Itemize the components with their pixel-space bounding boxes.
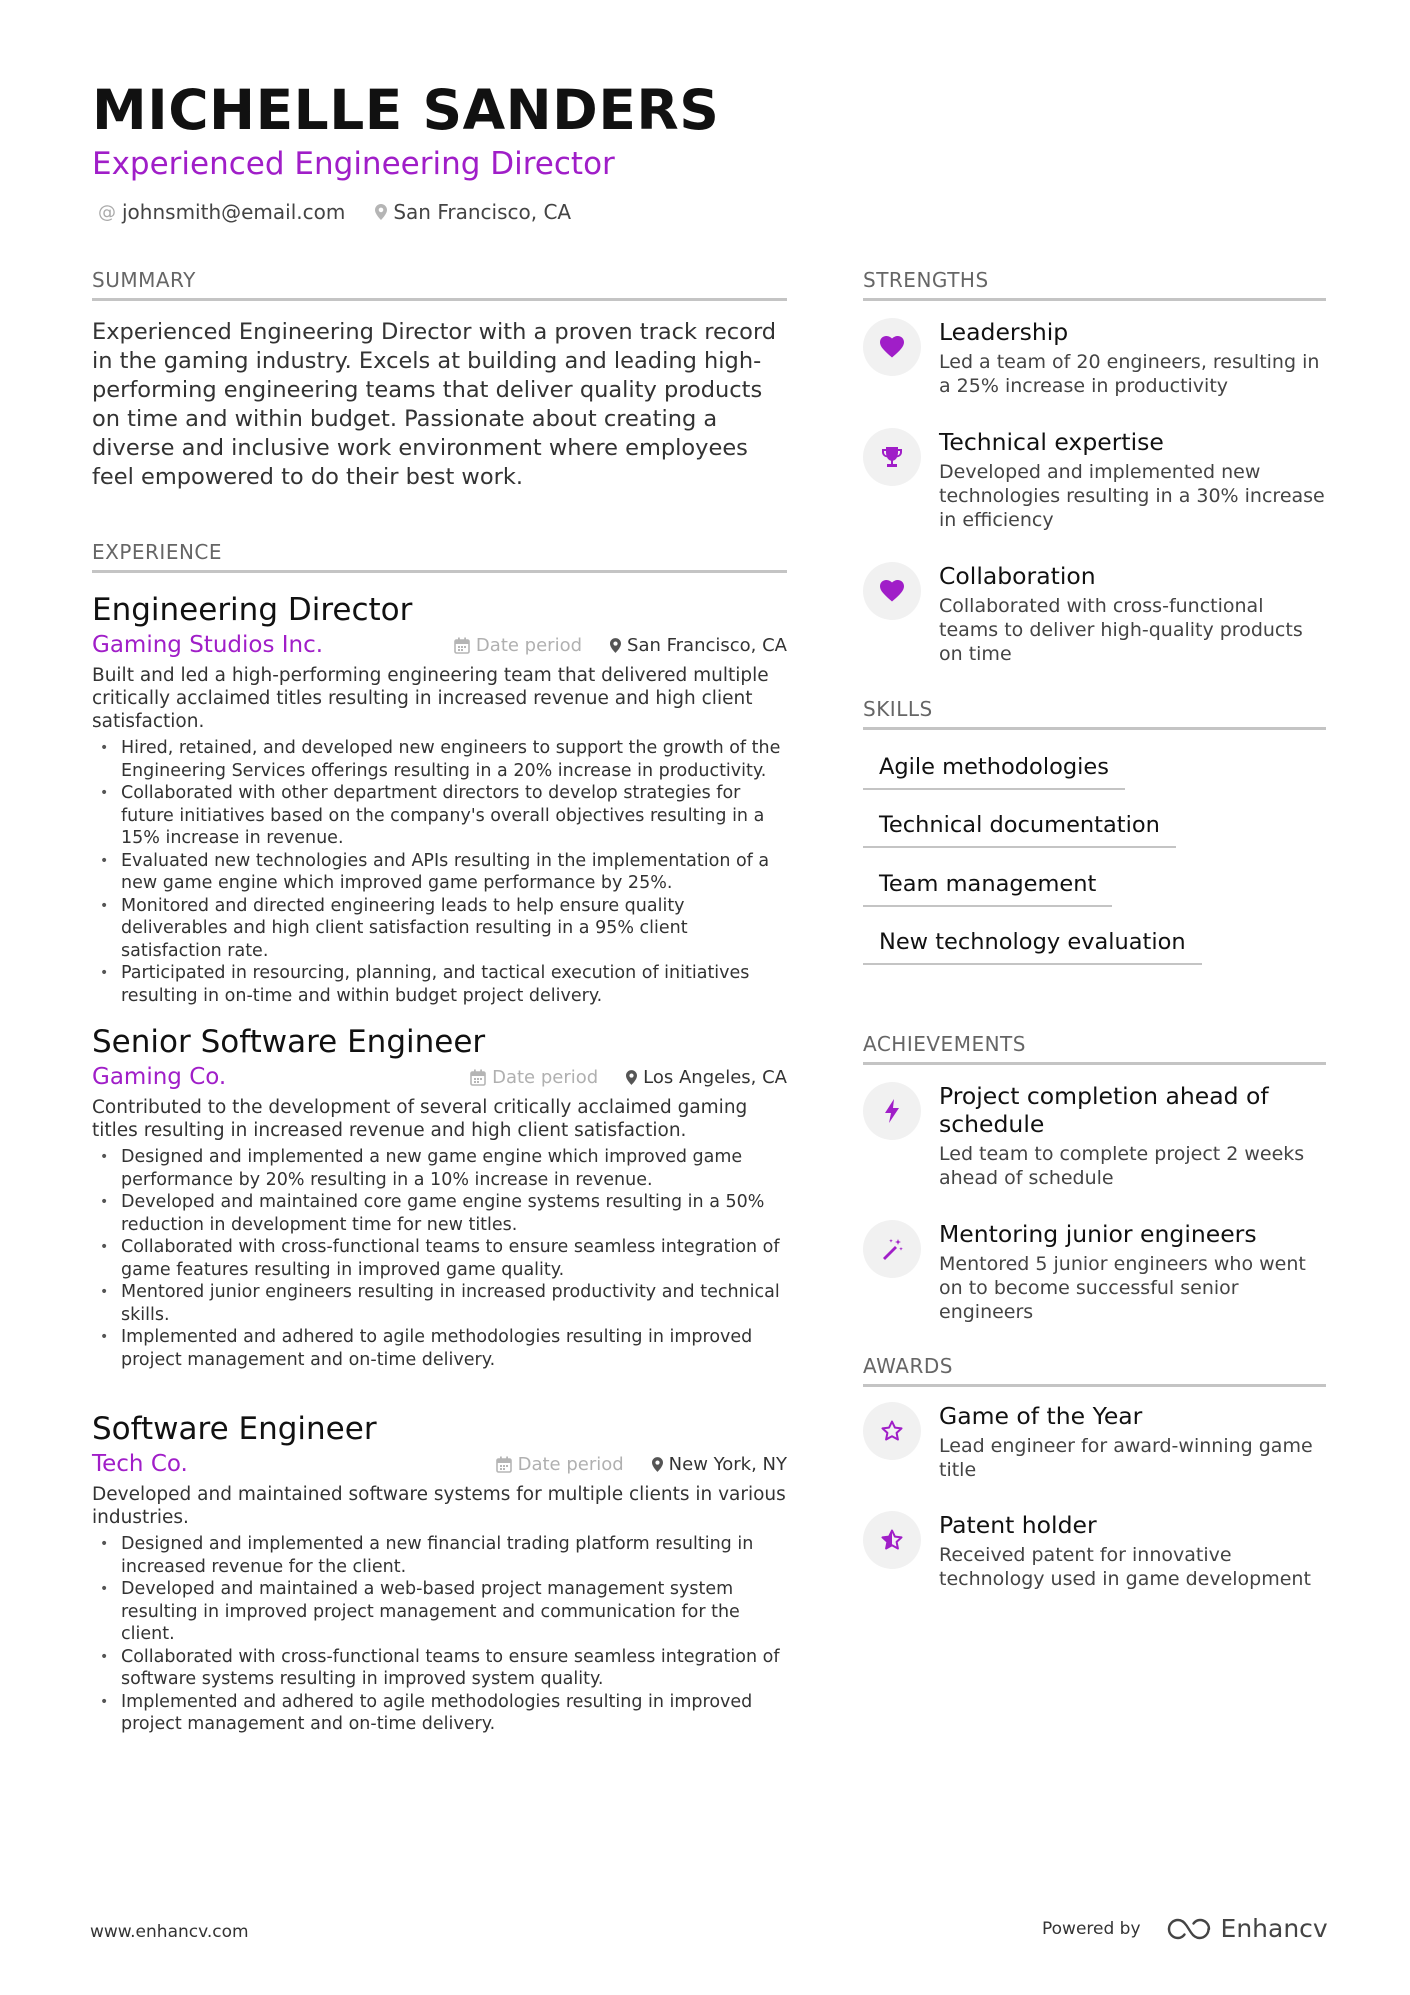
section-header-experience: EXPERIENCE: [92, 540, 787, 573]
job-description: Built and led a high-performing engineering team that delivered multiple critically acclaimed titles resulting in increased revenue and high client satisfaction.: [92, 665, 769, 732]
award-title: Patent holder: [939, 1511, 1097, 1539]
at-icon: @: [98, 201, 116, 223]
heart-icon: [863, 562, 921, 620]
section-header-summary: SUMMARY: [92, 268, 787, 301]
contact-row: [98, 200, 571, 224]
map-pin-icon: [375, 204, 387, 220]
job-bullet: • Collaborated with cross-functional teams to ensure seamless integration of game features resulting in improved game quality.: [92, 1236, 787, 1281]
map-pin-icon: [610, 638, 621, 653]
section-header-strengths: STRENGTHS: [863, 268, 1326, 301]
achievement-title: Mentoring junior engineers: [939, 1220, 1257, 1248]
award-item: [863, 1402, 1326, 1482]
job-date-text: Date period: [475, 634, 583, 656]
job-bullet: • Hired, retained, and developed new engineers to support the growth of the Engineering Services offerings resulting in a 20% increase in productivity.: [92, 737, 787, 782]
job-company: Gaming Studios Inc.: [92, 632, 324, 658]
enhancv-logo[interactable]: [1167, 1914, 1328, 1943]
job-bullet: • Mentored junior engineers resulting in increased productivity and technical skills.: [92, 1281, 787, 1326]
section-header-achievements: ACHIEVEMENTS: [863, 1032, 1326, 1065]
job-date-text: Date period: [517, 1453, 624, 1475]
job-location: [610, 635, 787, 656]
map-pin-icon: [652, 1457, 663, 1472]
job-location: [626, 1067, 787, 1088]
heart-icon: [863, 318, 921, 376]
calendar-icon: [454, 637, 470, 654]
achievement-item: [863, 1220, 1326, 1324]
strength-title: Leadership: [939, 318, 1069, 346]
job-bullet: • Designed and implemented a new game engine which improved game performance by 20% resulting in a 10% increase in revenue.: [92, 1146, 787, 1191]
strength-title: Technical expertise: [939, 428, 1164, 456]
strength-desc: Collaborated with cross-functional teams to deliver high-quality products on time: [939, 595, 1303, 665]
calendar-icon: [496, 1456, 512, 1473]
star-half-icon: [863, 1511, 921, 1569]
job-bullet: • Collaborated with other department directors to develop strategies for future initiatives based on the company's overall objectives resulting in a 15% increase in revenue.: [92, 782, 787, 850]
map-pin-icon: [626, 1070, 637, 1085]
job-bullets: [92, 1533, 787, 1736]
award-title: Game of the Year: [939, 1402, 1143, 1430]
achievement-title: Project completion ahead of schedule: [939, 1082, 1269, 1138]
job-title: Senior Software Engineer: [92, 1024, 486, 1060]
achievement-item: [863, 1082, 1326, 1190]
skill-tag: New technology evaluation: [863, 929, 1202, 965]
job-date: [470, 1067, 598, 1088]
job-bullet: • Designed and implemented a new financial trading platform resulting in increased revenue for the client.: [92, 1533, 787, 1578]
job-description: Developed and maintained software systems for multiple clients in various industries.: [92, 1484, 786, 1528]
strength-title: Collaboration: [939, 562, 1096, 590]
lightning-icon: [863, 1082, 921, 1140]
job-title: Software Engineer: [92, 1411, 377, 1447]
skill-tag: Team management: [863, 871, 1112, 907]
award-item: [863, 1511, 1326, 1591]
job-bullet: • Evaluated new technologies and APIs resulting in the implementation of a new game engine which improved game performance by 25%.: [92, 850, 787, 895]
email-text: johnsmith@email.com: [122, 200, 346, 224]
enhancv-logo-icon: [1167, 1918, 1211, 1940]
skill-tag: Technical documentation: [863, 812, 1176, 848]
award-desc: Lead engineer for award-winning game title: [939, 1435, 1313, 1481]
contact-location: [375, 200, 571, 224]
job-location-text: New York, NY: [668, 1453, 787, 1475]
job-bullet: • Developed and maintained core game engine systems resulting in a 50% reduction in development time for new titles.: [92, 1191, 787, 1236]
strength-desc: Developed and implemented new technologies resulting in a 30% increase in efficiency: [939, 461, 1325, 531]
job-bullet: • Monitored and directed engineering leads to help ensure quality deliverables and high client satisfaction resulting in a 95% client satisfaction rate.: [92, 895, 787, 963]
job-entry: [92, 1022, 787, 1371]
job-bullets: [92, 737, 787, 1007]
job-bullet: • Collaborated with cross-functional teams to ensure seamless integration of software systems resulting in improved system quality.: [92, 1646, 787, 1691]
achievement-desc: Led team to complete project 2 weeks ahead of schedule: [939, 1143, 1305, 1189]
job-date-text: Date period: [492, 1066, 599, 1088]
section-header-awards: AWARDS: [863, 1354, 1326, 1387]
job-location-text: San Francisco, CA: [627, 634, 787, 656]
footer-branding: [1042, 1914, 1328, 1943]
calendar-icon: [470, 1069, 486, 1086]
achievement-desc: Mentored 5 junior engineers who went on to become successful senior engineers: [939, 1253, 1306, 1323]
strength-item: [863, 562, 1326, 666]
job-company: Tech Co.: [92, 1451, 188, 1477]
job-bullet: • Implemented and adhered to agile methodologies resulting in improved project management and on-time delivery.: [92, 1691, 787, 1736]
powered-by-label: Powered by: [1042, 1918, 1141, 1939]
job-date: [454, 635, 582, 656]
job-bullet: • Developed and maintained a web-based project management system resulting in improved project management and communication for the client.: [92, 1578, 787, 1646]
candidate-title: Experienced Engineering Director: [92, 146, 615, 182]
job-entry: [92, 1409, 787, 1736]
footer-website[interactable]: www.enhancv.com: [90, 1922, 249, 1942]
job-bullet: • Participated in resourcing, planning, and tactical execution of initiatives resulting in on-time and within budget project delivery.: [92, 962, 787, 1007]
job-entry: [92, 590, 787, 1007]
job-location: [652, 1454, 787, 1475]
skill-tag: Agile methodologies: [863, 754, 1125, 790]
job-company: Gaming Co.: [92, 1064, 227, 1090]
job-bullets: [92, 1146, 787, 1371]
enhancv-brand-text: Enhancv: [1220, 1914, 1328, 1943]
award-desc: Received patent for innovative technology used in game development: [939, 1544, 1311, 1590]
job-title: Engineering Director: [92, 592, 413, 628]
job-date: [496, 1454, 624, 1475]
candidate-name: MICHELLE SANDERS: [92, 78, 720, 142]
section-header-skills: SKILLS: [863, 697, 1326, 730]
strength-item: [863, 428, 1326, 532]
location-text: San Francisco, CA: [393, 200, 572, 224]
strength-desc: Led a team of 20 engineers, resulting in a 25% increase in productivity: [939, 351, 1320, 397]
job-bullet: • Implemented and adhered to agile methodologies resulting in improved project management and on-time delivery.: [92, 1326, 787, 1371]
summary-text: Experienced Engineering Director with a proven track record in the gaming industry. Excels at building and leading high-performing engineering teams that deliver quality products on time and within budget. Passionate about creating a diverse and inclusive work environment where employees feel empowered to do their best work.: [92, 319, 777, 490]
star-outline-icon: [863, 1402, 921, 1460]
job-location-text: Los Angeles, CA: [643, 1066, 787, 1088]
strength-item: [863, 318, 1326, 398]
trophy-icon: [863, 428, 921, 486]
job-description: Contributed to the development of several critically acclaimed gaming titles resulting in increased revenue and high client satisfaction.: [92, 1097, 748, 1141]
magic-wand-icon: [863, 1220, 921, 1278]
contact-email[interactable]: [98, 200, 345, 224]
